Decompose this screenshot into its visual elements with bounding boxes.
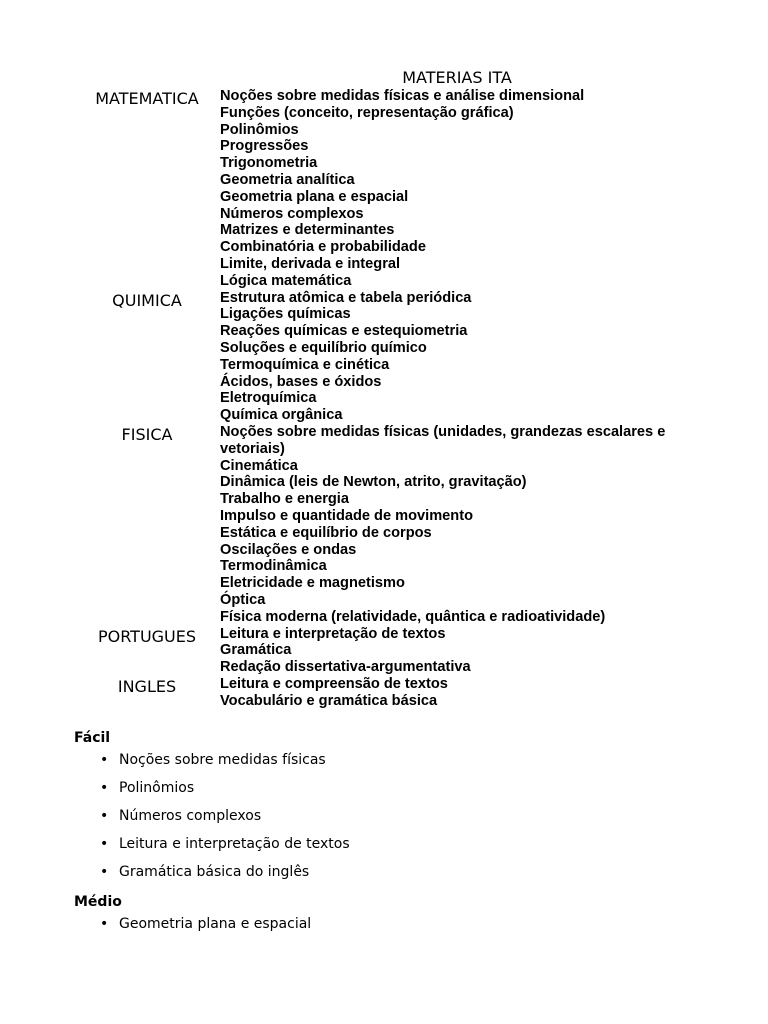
subject-name: QUIMICA (112, 290, 182, 310)
topic-item: Física moderna (relatividade, quântica e radioatividade) (220, 608, 606, 625)
topic-item: Soluções e equilíbrio químico (220, 339, 427, 356)
topic-list (220, 88, 714, 290)
topic-list (220, 626, 714, 676)
subject-row-fisica (74, 424, 714, 626)
topic-item: Limite, derivada e integral (220, 255, 401, 272)
topic-item: Geometria analítica (220, 171, 355, 188)
subject-row-portugues (74, 626, 714, 676)
topic-item: Polinômios (220, 121, 299, 138)
topic-item: Redação dissertativa-argumentativa (220, 659, 471, 676)
difficulty-list (74, 751, 350, 881)
topic-item: Números complexos (220, 205, 364, 222)
topic-item: Ácidos, bases e óxidos (220, 373, 382, 390)
list-item: • Números complexos (100, 807, 350, 825)
topic-item: Cinemática (220, 457, 298, 474)
subject-name: MATEMATICA (95, 89, 199, 108)
topic-item: Estática e equilíbrio de corpos (220, 524, 432, 541)
topic-item: Leitura e interpretação de textos (220, 625, 446, 642)
topic-list (220, 424, 714, 626)
difficulty-section-facil (74, 729, 350, 891)
list-item: • Noções sobre medidas físicas (100, 751, 350, 769)
subject-row-quimica (74, 290, 714, 424)
topic-item: Gramática (220, 642, 292, 659)
topic-item: Matrizes e determinantes (220, 222, 395, 239)
list-item: • Geometria plana e espacial (100, 915, 311, 933)
topic-item: Leitura e compreensão de textos (220, 675, 448, 692)
topic-item: Noções sobre medidas físicas (unidades, grandezas escalares e vetoriais) (220, 423, 666, 457)
topic-item: Termodinâmica (220, 558, 327, 575)
list-item: • Polinômios (100, 779, 350, 797)
subject-name: FISICA (121, 424, 173, 444)
difficulty-list (74, 915, 311, 933)
difficulty-heading: Fácil (74, 730, 111, 746)
page-title: MATERIAS ITA (402, 68, 512, 87)
topic-item: Trigonometria (220, 155, 318, 172)
topic-list (220, 290, 714, 424)
topic-item: Reações químicas e estequiometria (220, 323, 468, 340)
difficulty-heading: Médio (74, 894, 122, 910)
subject-row-matematica (74, 88, 714, 290)
topic-item: Combinatória e probabilidade (220, 239, 426, 256)
topic-item: Vocabulário e gramática básica (220, 692, 438, 709)
topic-item: Eletricidade e magnetismo (220, 575, 405, 592)
subject-name: INGLES (117, 676, 177, 696)
list-item: • Gramática básica do inglês (100, 863, 350, 881)
subjects-table (74, 88, 714, 709)
topic-item: Progressões (220, 138, 309, 155)
topic-item: Noções sobre medidas físicas e análise dimensional (220, 88, 585, 104)
topic-item: Trabalho e energia (220, 491, 349, 508)
topic-list (220, 676, 714, 710)
topic-item: Estrutura atômica e tabela periódica (220, 289, 472, 306)
difficulty-section-medio (74, 893, 311, 943)
topic-item: Ligações químicas (220, 306, 351, 323)
topic-item: Eletroquímica (220, 390, 317, 407)
topic-item: Impulso e quantidade de movimento (220, 507, 473, 524)
topic-item: Óptica (220, 591, 266, 608)
topic-item: Geometria plana e espacial (220, 188, 409, 205)
topic-item: Dinâmica (leis de Newton, atrito, gravitação) (220, 474, 527, 491)
topic-item: Oscilações e ondas (220, 541, 357, 558)
list-item: • Leitura e interpretação de textos (100, 835, 350, 853)
subject-row-ingles (74, 676, 714, 710)
subject-name: PORTUGUES (97, 626, 197, 646)
topic-item: Química orgânica (220, 407, 343, 424)
topic-item: Termoquímica e cinética (220, 356, 390, 373)
topic-item: Funções (conceito, representação gráfica) (220, 104, 514, 121)
topic-item: Lógica matemática (220, 272, 352, 289)
